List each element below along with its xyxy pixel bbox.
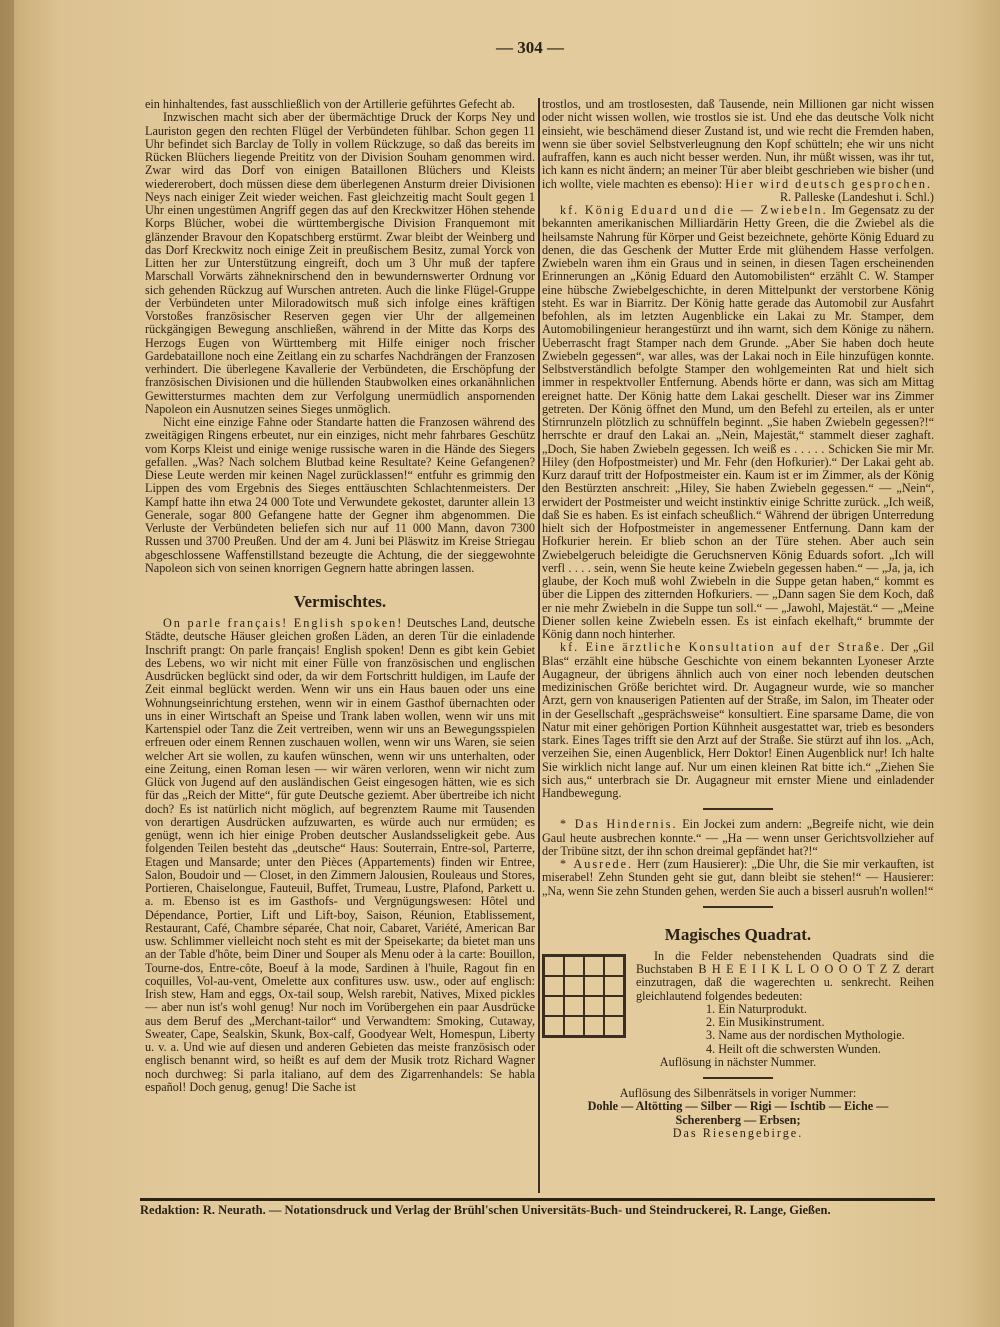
joke-body: Ein Jockei zum andern: „Begreife nicht, wie dein Gaul heute ausbrechen konnte.“ — „Ha — wenn unser Gerichtsvollzieher auf der Tribüne sitzt, der ihn schon dreimal gepfändet hat?!“ xyxy=(542,817,934,858)
article-body: Deutsches Land, deutsche Städte, deutsche Häuser gleichen großen Läden, an deren Tür die einladende Inschrift prangt: On parle français! English spoken! Denn es gibt kein Gebiet des Lebens, wo wir nicht mit einer Fülle von französischen und englischen Ausdrücken beglückt sind oder, da wir dem Fortschritt huldigen, im Laufe der Zeit einmal beglückt werden. Wenn wir uns ein Haus bauen oder uns eine Wohnungseinrichtung erstehen, wenn wir in einem Gasthof übernachten oder uns in einer Wirtschaft an Speise und Trank laben wollen, wenn wir uns mit Kartenspiel oder Tanz die Zeit vertreiben, wenn wir uns an Bewegungsspielen erfreuen oder einem Rennen zuschauen wollen, wenn wir uns Waren, sie seien welcher Art sie wollen, zu kaufen wünschen, wenn wir uns unterhalten, oder eine Zeitung, einen Roman lesen — wir wären verloren, wenn wir nicht zum Glück von Jugend auf den ausländischen Geist eingesogen hätten, wie es sich für das „Reich der Mitte“, für gute Deutsche geziemt. Aber übertreibe ich nicht doch? Es ist natürlich nicht möglich, auf begrenztem Raume mit Tausenden von derartigen Ausdrücken aufzuwarten, es würde auch nur ermüden; es genügt, wenn ich hier einige Proben deutscher Auslandsseligkeit gebe. Aus folgenden Teilen besteht das „deutsche“ Haus: Souterrain, Entre-sol, Parterre, Etagen und Mansarde; unter den Pièces (Appartements) finden wir Entree, Salon, Boudoir und — Closet, in den Zimmern Jalousien, Rouleaus und Stores, Portieren, Chaiselongue, Fauteuil, Buffet, Trumeau, Lustre, Plafond, Parkett u. a. m. Ebenso ist es im Gasthofs- und Vergnügungswesen: Hôtel und Dépendance, Portier, Lift und Lift-boy, Saison, Réunion, Etablissement, Restaurant, Café, Chambre séparée, Chat noir, Cabaret, Variété, American Bar usw. Schlimmer vielleicht noch steht es mit der Speisekarte; da bietet man uns an der Table d'hôte, beim Diner und Souper als Menu oder à la carte: Bouillon, Tourne-dos, Entre-côte, Boeuf à la mode, Sardinen à l'huile, Ragout fin en coquilles, Vol-au-vent, Omelette aux confitures usw. usw., oder auf englisch: Irish stew, Ham and eggs, Ox-tail soup, Welsh rarebit, Natives, Mixed pickles — aber nun ist's wohl genug! Nur noch im Vorübergehen ein paar Ausdrücke aus dem Beruf des „Merchant-tailor“ und Verwandtem: Smoking, Cutaway, Sweater, Cape, Sealskin, Skunk, Box-calf, Goodyear Welt, Homespun, Liberty u. v. a. Und wie auf diesen und anderen Gebieten das meiste französisch oder englisch benannt wird, so heißt es auf dem der Musik trotz Richard Wagner noch durchweg: Si parla italiano, auf dem des Zigarrenhandels: Se habla español! Doch genug, genug! Die Sache ist xyxy=(145,616,535,1094)
quadrat-note: Auflösung in nächster Nummer. xyxy=(659,1054,817,1069)
separator xyxy=(703,808,773,810)
quadrat-text: In die Felder nebenstehenden Quadrats sind die Buchstaben B H E E I I K L L O O O O T Z Z derart einzutragen, daß die wagerechten u. senkrecht. Reihen gleichlautend folgendes bedeuten: xyxy=(636,948,934,1003)
paragraph xyxy=(542,98,934,191)
solution-words-line: Scherenberg — Erbsen; xyxy=(675,1112,801,1127)
article-body: Der „Gil Blas“ erzählt eine hübsche Geschichte von einem bekannten Lyoneser Arzte Augagneur, der übrigens ähnlich auch von einer noch lebenden deutschen medizinischen Größe berichtet wird. Dr. Augagneur wurde, wie so mancher Arzt, gern von knauserigen Patienten auf der Straße, im Salon, im Theater oder in der Gesellschaft „gesprächsweise“ konsultiert. Eine sparsame Dame, die von Natur mit einer gehörigen Portion Kühnheit ausgestattet war, trieb es besonders stark. Eines Tages trifft sie den Arzt auf der Straße. Sie stürzt auf ihn los. „Ach, verzeihen Sie, einen Augenblick, Herr Doktor! Einen Augenblick nur! Ich halte Sie wirklich nicht lange auf. Nur um einen kleinen Rat bitte ich.“ „Ziehen Sie sich aus,“ unterbrach sie Dr. Augagneur mit ernster Miene und einladender Handbewegung. xyxy=(542,640,934,800)
separator xyxy=(703,1077,773,1079)
signature: R. Palleske (Landeshut i. Schl.) xyxy=(779,189,934,204)
quadrat-item: 3. Name aus der nordischen Mythologie. xyxy=(706,1028,905,1043)
footer-rule xyxy=(140,1198,935,1201)
paragraph: Nicht eine einzige Fahne oder Standarte hatten die Franzosen während des zweitägigen Ringens erbeutet, nur ein einziges, nicht mehr fahrbares Geschütz vom Korps Kleist und einige wenige russische waren in die Hände des Siegers gefallen. „Was? Nach solchem Blutbad keine Resultate? Keine Gefangenen? Diese Leute werden mir keinen Nagel zurücklassen!“ entfuhr es grimmig den Lippen des vom Ergebnis des Sieges enttäuschten Schlachtenmeisters. Der Kampf hatte ihn etwa 24 000 Tote und Verwundete gekostet, darunter allein 13 Generale, sogar 800 Gefangene hatte der Gegner ihm abgenommen. Die Verluste der Verbündeten beliefen sich nur auf 11 000 Mann, davon 7300 Russen und 3700 Preußen. Und der am 4. Juni bei Pläswitz im Kreise Striegau abgeschlossene Waffenstillstand bezeugte die Achtung, die der sieggewohnte Napoleon sich von seinen knorrigen Gegnern hatte abringen lassen. xyxy=(145,415,535,575)
page-binding-edge xyxy=(0,0,14,1327)
page-number: — 304 — xyxy=(496,38,564,57)
joke-hindernis xyxy=(542,818,934,858)
article-title: kf. König Eduard und die — Zwiebeln. xyxy=(560,203,828,217)
solution-words-line: Dohle — Altötting — Silber — Rigi — Ischtib — Eiche — xyxy=(587,1099,889,1114)
article-konsultation xyxy=(542,641,934,800)
joke-title: * Das Hindernis. xyxy=(560,817,678,832)
quadrat-heading: Magisches Quadrat. xyxy=(664,924,812,944)
paragraph: Inzwischen macht sich aber der übermächtige Druck der Korps Ney und Lauriston gegen den rechten Flügel der Verbündeten fühlbar. Schon gegen 11 Uhr befindet sich Barclay de Tolly in vollem Rückzuge, so daß das bereits im Rücken Blüchers liegende Preititz von der Division Souham genommen wird. Zwar wird das Dorf von einigen Bataillonen Blüchers und Kleists wiedererobert, doch müssen diese dem überlegenen Ansturm dreier Divisionen Neys nach einiger Zeit wieder weichen. Fast gleichzeitig macht Soult gegen 1 Uhr einen ungestümen Angriff gegen das auf den Kreckwitzer Höhen stehende Korps Blücher, wobei die württembergische Division Franquemont mit glänzender Bravour den Kopatschberg erstürmt. Zwar bleibt der Weinberg und das Dorf Kreckwitz noch einige Zeit in preußischem Besitz, zumal Yorck von Litten her zur Unterstützung eingreift, doch um 3 Uhr muß der tapfere Marschall Vorwärts zähneknirschend den in bewundernswerter Ordnung vor sich gehenden Rückzug auf Wurschen antreten. Auch die linke Flügel-Gruppe der Verbündeten unter Miloradowitsch muß sich infolge eines kräftigen Vorstoßes französischer Reserven gegen vier Uhr der allgemeinen rückgängigen Bewegung anschließen, während in der Mitte das Korps des Herzogs Eugen von Württemberg mit Hilfe einiger noch frischer Gardebataillone noch eine Zeitlang ein zu scharfes Nachdrängen der Franzosen verhindert. Die überlegene Kavallerie der Verbündeten, die Erschöpfung der französischen Divisionen und die hüllenden Staubwolken eines orkanähnlichen Gewittersturmes machten dem zur Verfolgung unermüdlich anspornenden Napoleon ein Ausnutzen seines Sieges unmöglich. xyxy=(145,110,535,416)
joke-title: * Ausrede. xyxy=(560,857,634,871)
article-koenig-eduard xyxy=(542,204,934,641)
magic-square-puzzle xyxy=(542,950,934,1056)
article-title: kf. Eine ärztliche Konsultation auf der Straße. xyxy=(560,640,886,655)
article-on-parle-francais xyxy=(145,617,535,1094)
motto: Hier wird deutsch gesprochen. xyxy=(725,176,933,191)
article-body: Im Gegensatz zu der bekannten amerikanischen Milliardärin Hetty Green, die die Zwiebel als die heilsamste Nahrung für Körper und Geist bezeichnete, gehörte König Eduard zu denen, die das Geschenk der Mutter Erde mit glühendem Hasse verfolgen. Zwiebeln waren ihm ein Graus und in seinen, in diesen Tagen erscheinenden Erinnerungen an „König Eduard den Automobilisten“ erzählt C. W. Stamper eine hübsche Zwiebelgeschichte, in deren Mittelpunkt der verstorbene König steht. Es war in Biarritz. Der König hatte gerade das Automobil zur Ausfahrt befohlen, als im letzten Augenblicke ein Lakai zu Mr. Stamper, dem Automobilingenieur herangestürzt und ihn warnt, sich dem Könige zu nähern. Ueberrascht fragt Stamper nach dem Grunde. „Aber Sie haben doch heute Zwiebeln gegessen“, war alles, was der Lakai noch in Eile hinzufügen konnte. Selbstverständlich befolgte Stamper den wohlgemeinten Rat und hielt sich immer in respektvoller Entfernung. Abends hörte er dann, was sich am Mittag ereignet hatte. Der König hatte dem Lakai geschellt. Dieser war ins Zimmer getreten. Der König öffnet den Mund, um den Befehl zu erteilen, als er unter Stirnrunzeln plötzlich zu schnüffeln beginnt. „Sie haben Zwiebeln gegessen?!“ herrschte er drauf den Lakai an. „Nein, Majestät,“ stammelt dieser zaghaft. „Doch, Sie haben Zwiebeln gegessen. Ich weiß es . . . . . Schicken Sie mir Mr. Hiley (den Hofpostmeister) und Mr. Fehr (den Hofkurier).“ Der Lakai geht ab. Kurz darauf tritt der Hofpostmeister ein. Kaum ist er im Zimmer, als der König den Bestürzten anschreit: „Hiley, Sie haben Zwiebeln gegessen.“ — „Nein“, erwidert der Postmeister und weicht instinktiv einige Schritte zurück. „Ich weiß, daß Sie es haben. Es ist einfach scheußlich.“ Während der übrigen Unterredung hielt sich der Hofpostmeister in angemessener Entfernung. Dann kam der Hofkurier herein. Er blieb schon an der Türe stehen. Aber auch sein Zwiebelgeruch beleidigte die Geruchsnerven König Eduards sofort. „Ich will verfl . . . . sein, wenn Sie heute keine Zwiebeln gegessen haben.“ — „Ja, ja, ich glaube, der Koch muß wohl Zwiebeln in die Suppe getan haben,“ kommt es über die Lippen des zitternden Hofkuriers. — „Dann sagen Sie dem Koch, daß er nie mehr Zwiebeln in die Suppe tun soll.“ — „Jawohl, Majestät.“ — „Meine Diener sollen keine Zwiebeln essen. Es ist einfach ekelhaft,“ brummte der König dann noch hinterher. xyxy=(542,203,934,641)
left-column xyxy=(145,98,535,1196)
solution-title: Auflösung des Silbenrätsels in voriger Nummer: xyxy=(619,1086,857,1100)
quadrat-instructions xyxy=(636,950,934,1056)
imprint-footer: Redaktion: R. Neurath. — Notationsdruck und Verlag der Brühl'schen Universitäts-Buch- und Steindruckerei, R. Lange, Gießen. xyxy=(140,1203,831,1217)
article-title: On parle français! English spoken! xyxy=(163,616,404,630)
paragraph: ein hinhaltendes, fast ausschließlich von der Artillerie geführtes Gefecht ab. xyxy=(145,98,515,111)
paragraph-text: trostlos, und am trostlosesten, daß Tausende, nein Millionen gar nicht wissen oder nicht wissen wollen, wie trostlos sie ist. Und ehe das deutsche Volk nicht einsieht, wie beschämend dieser Zustand ist, und wie recht die Fremden haben, wenn sie über soviel Selbstverleugnung den Kopf schütteln; ehe wir uns nicht aufraffen, kann es auch nicht besser werden. Nun, ihr müßt wissen, was ihr tut, ich kann es nicht ändern; an meiner Tür aber bleibt geschrieben wie bisher (und ich wollte, viele machten es ebenso): xyxy=(542,98,934,191)
joke-ausrede xyxy=(542,858,934,898)
solution-answer: Das Riesengebirge. xyxy=(672,1125,804,1140)
quadrat-item: 4. Heilt oft die schwersten Wunden. xyxy=(706,1041,881,1056)
solution-words xyxy=(542,1114,934,1127)
right-column xyxy=(542,98,934,1196)
solution-words xyxy=(542,1100,934,1113)
magic-square-grid xyxy=(542,954,626,1038)
quadrat-item: 2. Ein Musikinstrument. xyxy=(706,1015,825,1029)
separator xyxy=(703,906,773,908)
quadrat-item: 1. Ein Naturprodukt. xyxy=(706,1001,807,1016)
section-heading: Vermischtes. xyxy=(293,592,387,611)
joke-body: Herr (zum Hausierer): „Die Uhr, die Sie mir verkauften, ist miserabel! Zehn Stunden geht sie gut, dann bleibt sie stehen!“ — Hausierer: „Na, wenn Sie zehn Stunden gehen, werden Sie auch a bisserl ausruh'n wollen!“ xyxy=(542,857,934,898)
column-divider xyxy=(538,98,540,1193)
